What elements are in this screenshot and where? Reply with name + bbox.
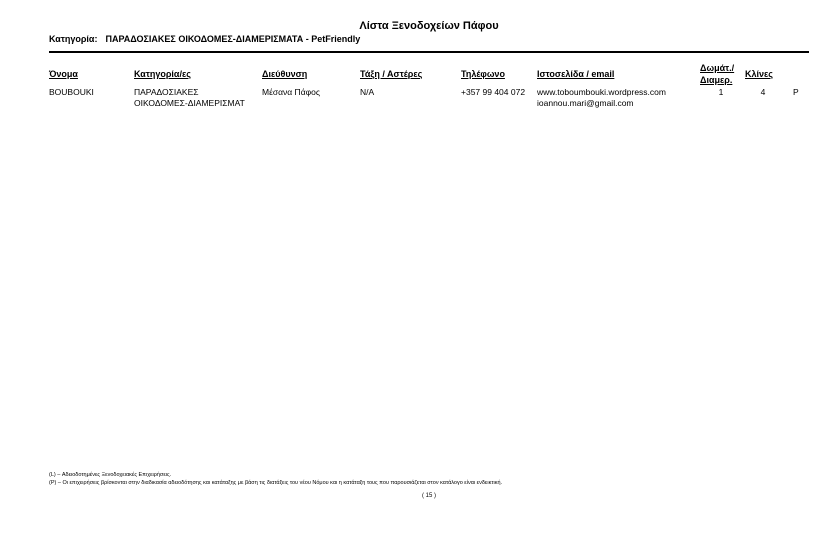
header-beds: Κλίνες bbox=[745, 69, 773, 79]
row-rank: N/A bbox=[360, 87, 375, 97]
row-beds: 4 bbox=[760, 87, 766, 97]
header-divider bbox=[49, 51, 809, 53]
category-label: Κατηγορία: bbox=[49, 34, 98, 44]
page-number: ( 15 ) bbox=[421, 493, 436, 499]
row-rooms: 1 bbox=[718, 87, 724, 97]
row-phone: +357 99 404 072 bbox=[461, 87, 526, 97]
header-rooms-line2: Διαμερ. bbox=[700, 75, 733, 85]
category-value: ΠΑΡΑΔΟΣΙΑΚΕΣ ΟΙΚΟΔΟΜΕΣ-ΔΙΑΜΕΡΙΣΜΑΤΑ - PetFriendly bbox=[105, 34, 361, 44]
row-category-line1: ΠΑΡΑΔΟΣΙΑΚΕΣ bbox=[134, 87, 199, 97]
row-address: Μέσανα Πάφος bbox=[262, 87, 320, 97]
category-line bbox=[49, 34, 360, 44]
footnote-pending: (P) – Οι επιχειρήσεις βρίσκονται στην διαδικασία αδειοδότησης και κατάταξης με βάση τις διατάξεις του νέου Νόμου και η κατάταξη τους που παρουσιάζεται στον κατάλογο είναι ενδεικτική. bbox=[49, 480, 503, 486]
header-address: Διεύθυνση bbox=[262, 69, 308, 79]
header-website: Ιστοσελίδα / email bbox=[537, 69, 615, 79]
row-flag: P bbox=[793, 87, 799, 97]
header-phone: Τηλέφωνο bbox=[461, 69, 505, 79]
row-website: www.toboumbouki.wordpress.com bbox=[537, 87, 666, 97]
row-email: ioannou.mari@gmail.com bbox=[537, 98, 634, 108]
row-name: BOUBOUKI bbox=[49, 87, 94, 97]
header-name: Όνομα bbox=[49, 69, 78, 79]
page-title: Λίστα Ξενοδοχείων Πάφου bbox=[359, 20, 499, 32]
header-category: Κατηγορία/ες bbox=[134, 69, 191, 79]
header-rooms-line1: Δωμάτ./ bbox=[700, 63, 735, 73]
header-rank: Τάξη / Αστέρες bbox=[360, 69, 423, 79]
footnote-licensed: (L) – Αδειοδοτημένες Ξενοδοχειακές Επιχειρήσεις. bbox=[49, 472, 172, 478]
row-category-line2: ΟΙΚΟΔΟΜΕΣ-ΔΙΑΜΕΡΙΣΜΑΤ bbox=[134, 98, 245, 108]
